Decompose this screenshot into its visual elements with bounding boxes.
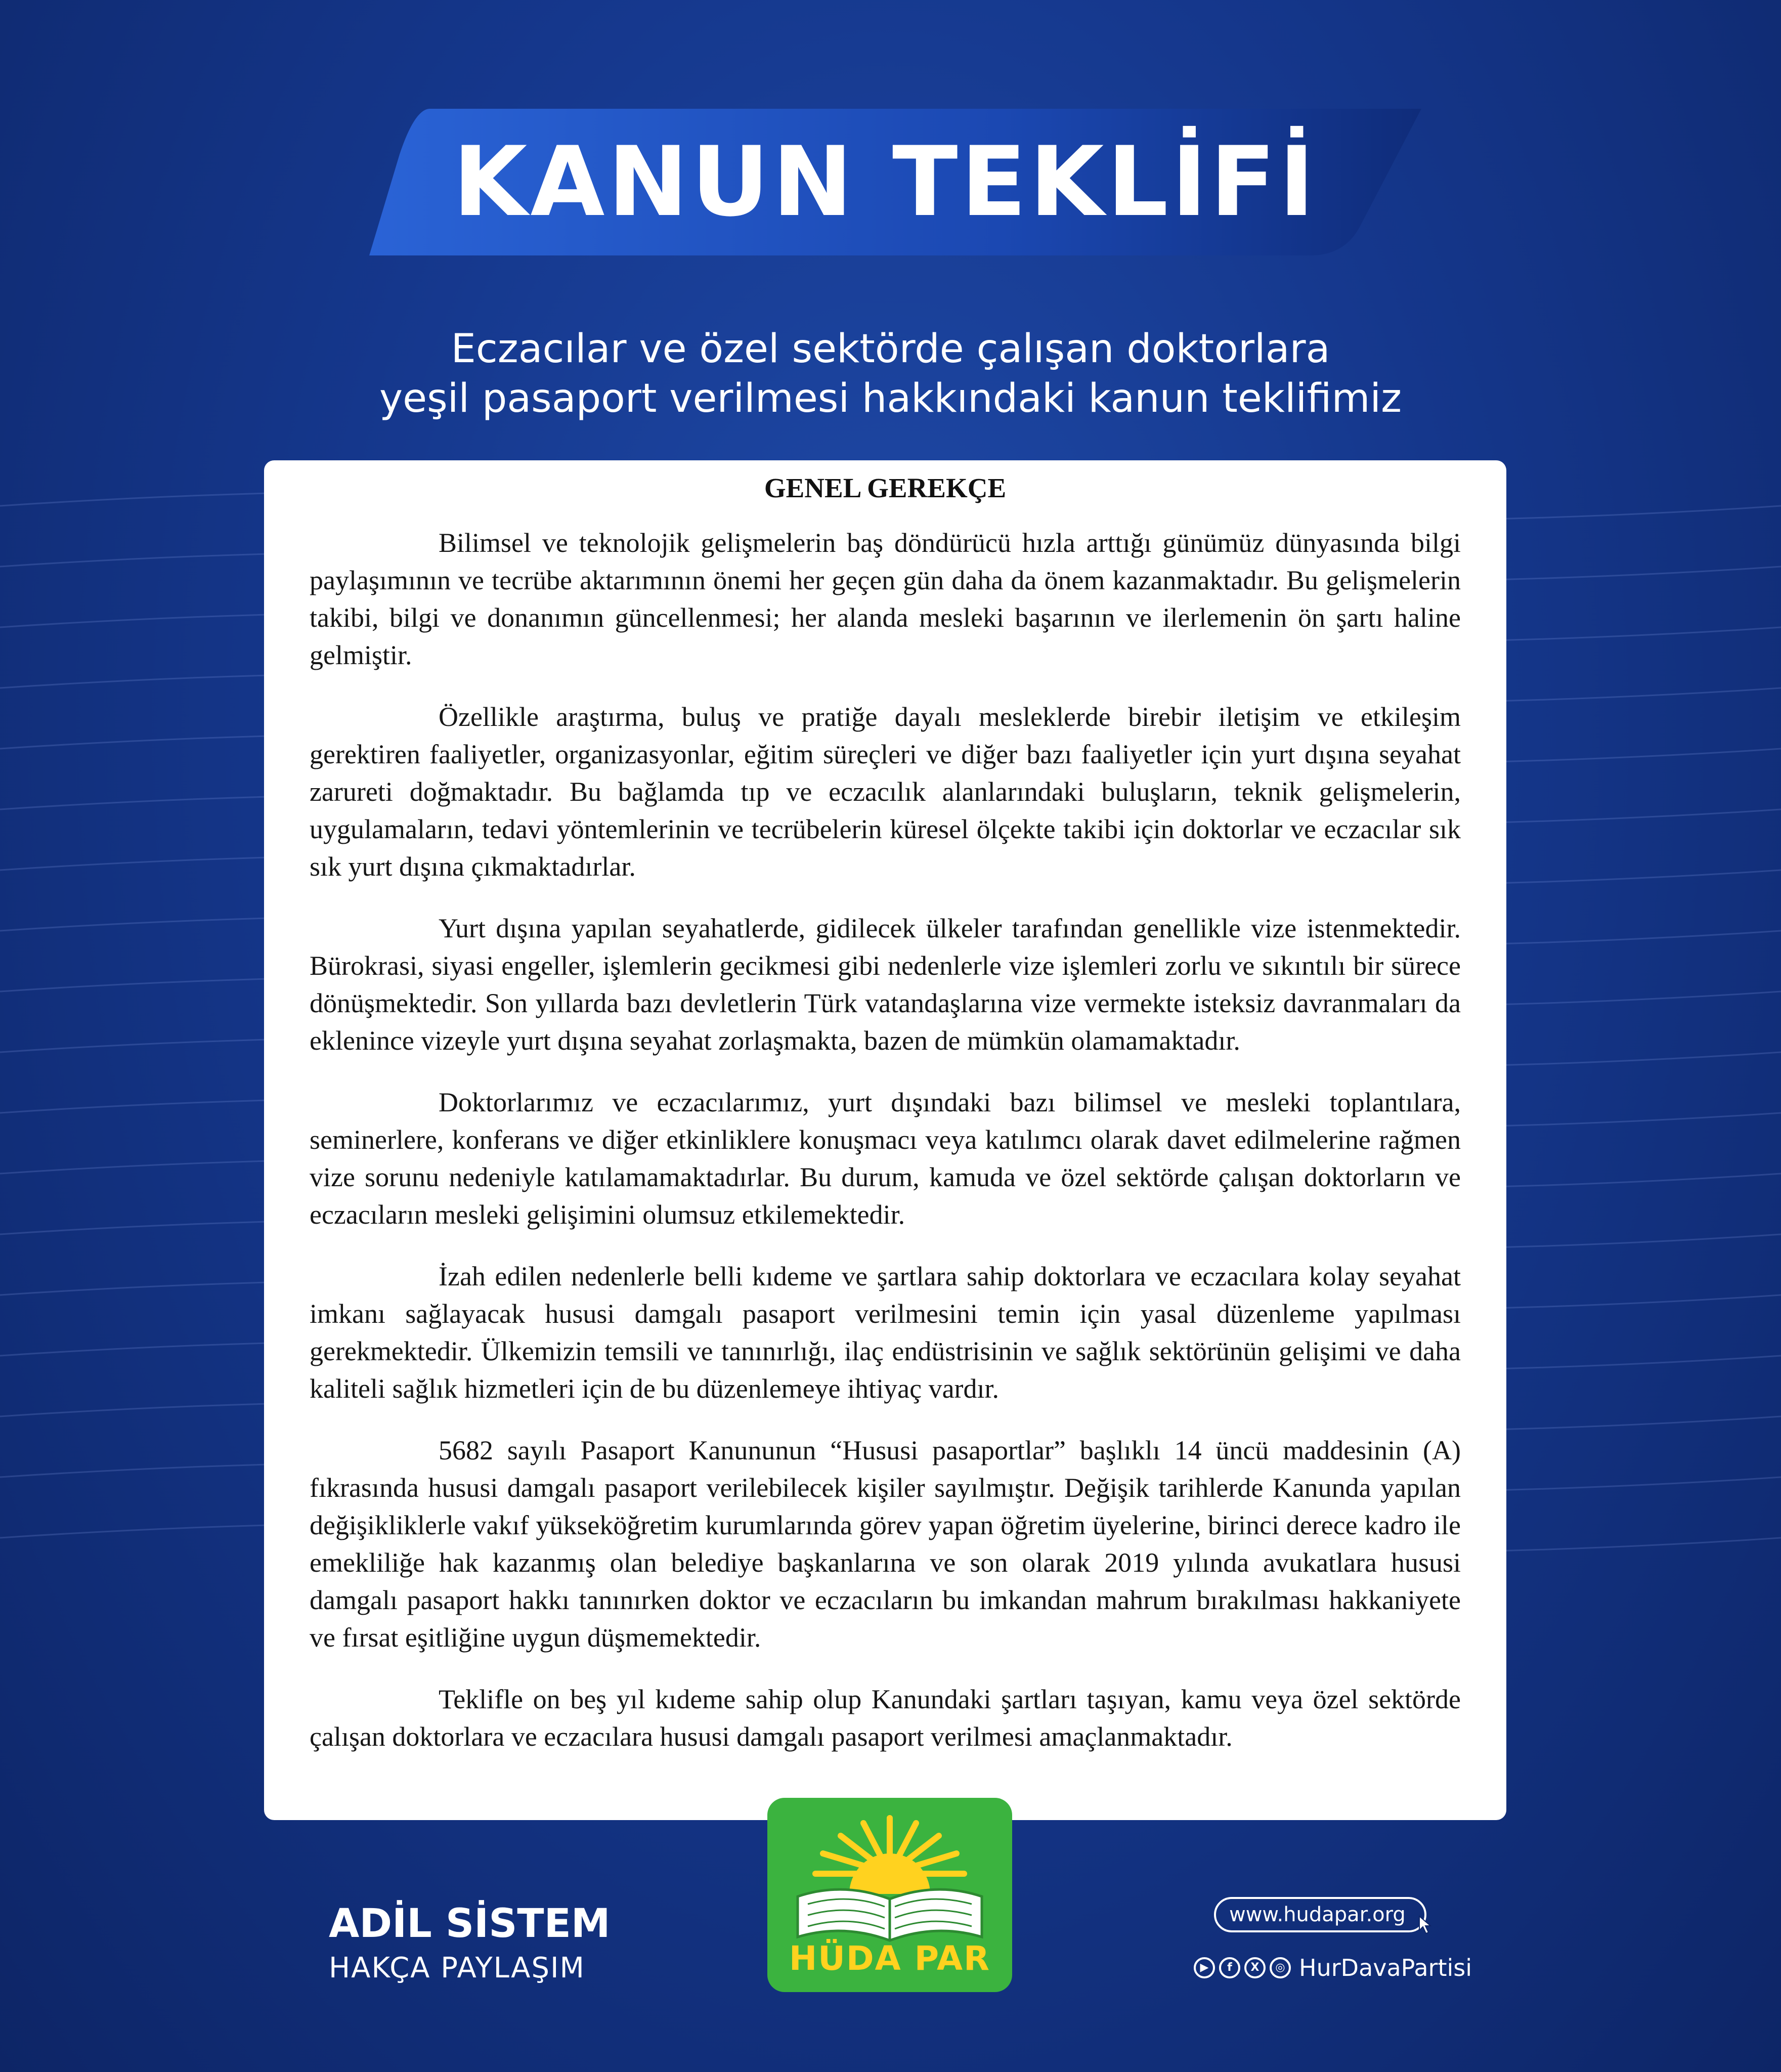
header-banner bbox=[369, 109, 1421, 255]
slogan-main: ADİL SİSTEM bbox=[329, 1901, 611, 1947]
youtube-icon[interactable]: ▶ bbox=[1194, 1957, 1215, 1978]
paragraph: İzah edilen nedenlerle belli kıdeme ve şartlara sahip doktorlara ve eczacılara kolay seyahat imkanı sağlayacak hususi damgalı pasaport verilmesini temin için yasal düzenleme yapılması gerekmektedir. Ülkemizin temsili ve tanınırlığı, ilaç endüstrisinin ve sağlık sektörünün gelişimi ve daha kaliteli sağlık hizmetleri için de bu düzenlemeye ihtiyaç vardır. bbox=[310, 1261, 1461, 1404]
paragraph: Bilimsel ve teknolojik gelişmelerin baş döndürücü hızla arttığı günümüz dünyasında bilgi paylaşımının ve tecrübe aktarımının önemi her geçen gün daha da önem kazanmaktadır. Bu gelişmelerin takibi, bilgi ve donanımın güncellenmesi; her alanda mesleki başarının ve ilerlemenin ön şartı haline gelmiştir. bbox=[310, 528, 1461, 670]
website-link[interactable] bbox=[1214, 1897, 1426, 1932]
x-icon[interactable]: X bbox=[1244, 1957, 1266, 1978]
social-links bbox=[1194, 1950, 1472, 1985]
slogan-sub: HAKÇA PAYLAŞIM bbox=[329, 1952, 585, 1984]
facebook-icon[interactable]: f bbox=[1219, 1957, 1240, 1978]
subtitle-line-2: yeşil pasaport verilmesi hakkındaki kanun teklifimiz bbox=[379, 376, 1402, 421]
document-card bbox=[264, 460, 1506, 1820]
cursor-click-icon bbox=[1414, 1913, 1435, 1935]
instagram-icon[interactable]: ◎ bbox=[1270, 1957, 1291, 1978]
website-text: www.hudapar.org bbox=[1229, 1903, 1406, 1926]
paragraph: Yurt dışına yapılan seyahatlerde, gidilecek ülkeler tarafından genellikle vize istenmektedir. Bürokrasi, siyasi engeller, işlemlerin gecikmesi gibi nedenlerle vize işlemleri zorlu ve sıkıntılı bir sürece dönüşmektedir. Son yıllarda bazı devletlerin Türk vatandaşlarına vize vermekte isteksiz davranmaları da eklenince vizeyle yurt dışına seyahat zorlaşmakta, bazen de mümkün olamamaktadır. bbox=[310, 913, 1461, 1056]
social-handle: HurDavaPartisi bbox=[1299, 1954, 1472, 1981]
subtitle-line-1: Eczacılar ve özel sektörde çalışan doktorlara bbox=[451, 326, 1330, 372]
document-heading: GENEL GEREKÇE bbox=[764, 472, 1007, 503]
sun-book-icon bbox=[767, 1798, 1012, 1950]
party-logo bbox=[767, 1798, 1012, 1992]
paragraph: 5682 sayılı Pasaport Kanununun “Hususi pasaportlar” başlıklı 14 üncü maddesinin (A) fıkrasında hususi damgalı pasaport verilebilecek kişiler sayılmıştır. Değişik tarihlerde Kanunda yapılan değişikliklerle vakıf yükseköğretim kurumlarında görev yapan öğretim üyelerine, birinci derece kadro ile emekliliğe hak kazanmış olan belediye başkanlarına ve son olarak 2019 yılında avukatlara hususi damgalı pasaport hakkı tanınırken doktor ve eczacıların bu imkandan mahrum bırakılması hakkaniyete ve fırsat eşitliğine uygun düşmemektedir. bbox=[310, 1435, 1461, 1653]
paragraph: Özellikle araştırma, buluş ve pratiğe dayalı mesleklerde birebir iletişim ve etkileşim gerektiren faaliyetler, organizasyonlar, eğitim süreçleri ve diğer bazı faaliyetler için yurt dışına seyahat zarureti doğmaktadır. Bu bağlamda tıp ve eczacılık alanlarındaki buluşların, teknik gelişmelerin, uygulamaların, tedavi yöntemlerinin ve tecrübelerin küresel ölçekte takibi için doktorlar ve eczacılar sık sık yurt dışına çıkmaktadırlar. bbox=[310, 702, 1461, 882]
logo-text: HÜDA PAR bbox=[789, 1939, 990, 1978]
page-title: KANUN TEKLİFİ bbox=[453, 126, 1318, 238]
paragraph: Teklifle on beş yıl kıdeme sahip olup Kanundaki şartları taşıyan, kamu veya özel sektörde çalışan doktorlara ve eczacılara hususi damgalı pasaport verilmesi amaçlanmaktadır. bbox=[310, 1684, 1461, 1752]
paragraph: Doktorlarımız ve eczacılarımız, yurt dışındaki bazı bilimsel ve mesleki toplantılara, seminerlere, konferans ve diğer etkinliklere konuşmacı veya katılımcı olarak davet edilmelerine rağmen vize sorunu nedeniyle katılamamaktadırlar. Bu durum, kamuda ve özel sektörde çalışan doktorların ve eczacıların mesleki gelişimini olumsuz etkilemektedir. bbox=[310, 1087, 1461, 1230]
